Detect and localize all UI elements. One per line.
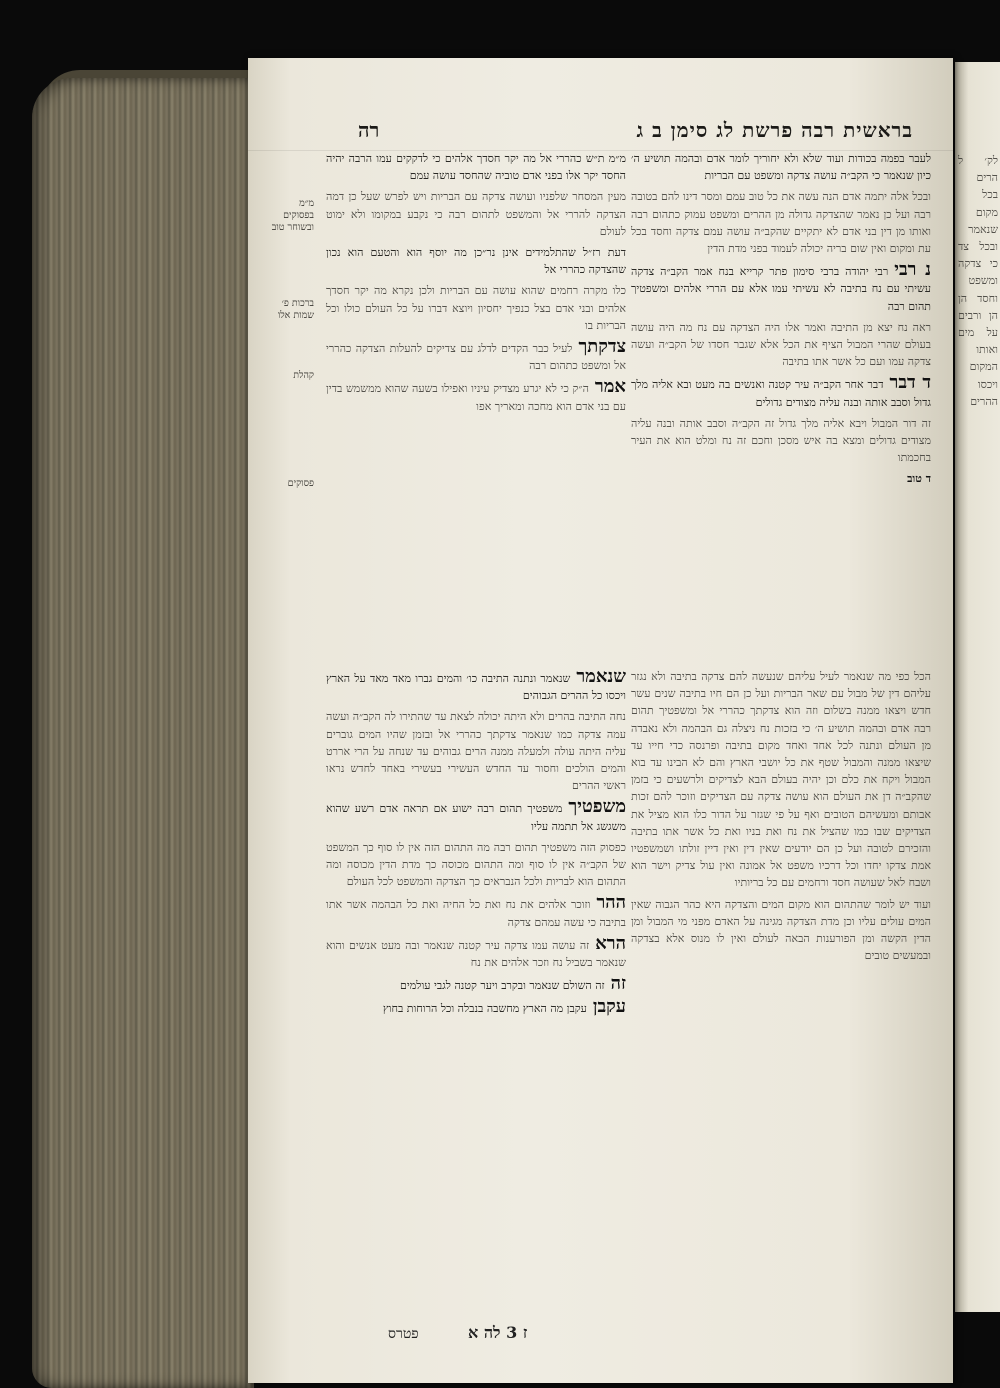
catchword: פטרס <box>388 1326 419 1342</box>
text-block: מ״מ ת״ש כהררי אל מה יקר חסדך אלהים כי לדקקים עמו הרבה יהיה החסד יקר אלו בפני אדם טוביה שהחסד עושה עמם <box>326 152 626 183</box>
lemma: צדקתך <box>578 336 626 358</box>
right-column-top <box>631 150 931 660</box>
leaf-mark: ז 3 <box>506 1323 528 1342</box>
text-block: רבי יהודה ברבי סימון פתר קרייא בנח אמר הקב״ה צדקה עשיתי עם נח בתיבה לא עשיתי עמו אלא עם הררי אלהים ומשפטיך תהום רבה <box>631 265 931 313</box>
page-header <box>358 116 913 144</box>
text-block: עקבן מה הארץ מחשבה בנבלה וכל הרוחות בחוץ <box>382 1002 587 1016</box>
text-block: שנאמר ונתנה התיבה כו׳ והמים גברו מאד מאד על הארץ ויכסו כל ההרים הגבוהים <box>326 672 626 703</box>
text-block: דעת רז״ל שהתלמידים אינן נר״כן מה יוסף הוא והטעם הוא נכון שהצדקה כהררי אל <box>326 246 626 277</box>
filler-text: ראה נח יצא מן התיבה ואמר אלו היה הצדקה עם נח מה היה עושה בעולם שהרי המבול הציף את הכל אלא שגבר חסדו של הקב״ה ועשה צדקה עמו ועם כל אשר אתו בתיבה <box>631 320 931 369</box>
filler-text: כלו מקרה רחמים שהוא עושה עם הבריות ולכן נקרא מה יקר חסדך אלהים ובני אדם בצל כנפיך יחסיון ויוצא דברו על כל העולם כולו וכל הבריות בו <box>326 284 626 332</box>
text-block: לעבר בפמה בכודות ועוד שלא ולא יחוריך לומר אדם ובהמה תושיע ה׳ כיון שנאמר כי הקב״ה עושה צדקה ומשפט עם הבריות <box>631 152 931 183</box>
book-page <box>248 58 953 1383</box>
filler-text: הכל כפי מה שנאמר לעיל עליהם שנעשה להם צדקה בתיבה ולא נגזר עליהם דין של מבול עם שאר הבריות ועל כן הם חיו בתיבה שנים עשר חדש ויצאו ממנה בשלום וזה הוא צדקתך כהררי אל ומשפטיך תהום רבה אדם ובהמה תושיע ה׳ כי בזכות נח ניצלה גם הבהמה ולא נאבדה מן העולם ונתנה לכל אחד ואחד מקום בתיבה ופרנסה כדי חייו עד שיצאו ממנה והמבול שטף את כל יושבי הארץ והם לא הבינו עד בוא המבול ויקח את כלם וכן יהיה בעולם הבא לצדיקים ולרשעים כי בזמן שהקב״ה דן את העולם הוא עושה צדקה עם הצדיקים וזוכר להם זכות אבותם ומעשיהם הטובים ואף על פי שגזר על הדור כלו הוא מציל את הצדיקים שבו כמו שהציל את נח ואת בניו ואת כל אשר אתו בתיבה והזכירם לטובה ועל כן הם יודעים שאין דין ואין דיין זולתו ושמשפטיו אמת צדקו יחדו וכל דרכיו משפט אל אמונה ואין עול צדיק וישר הוא ושבח לאל שעושה חסד ורחמים עם כל בריותיו <box>631 670 931 890</box>
filler-text: לעיל כבר הקדים לדלג עם צדיקים להעלות הצדקה כהררי אל ומשפט כתהום רבה <box>326 342 626 373</box>
text-block: משפטיך תהום רבה ישוע אם תראה אדם רשע שהוא משגשג אל תתמה עליו <box>326 802 626 833</box>
left-column-bottom <box>326 668 626 1318</box>
margin-note: קהלת <box>293 370 314 381</box>
text-block: זה השולם שנאמר ובקרב ויער קטנה לגבי עולמים <box>400 979 605 993</box>
filler-text: זה דור המבול ויבא אליה מלך גדול זה הקב״ה וסבב אותה ובנה עליה מצודים גדולים ומצא בה איש מסכן וחכם זה נח ומלט הוא את העיר בחכמתו <box>631 416 931 465</box>
filler-text: כפסוק הזה משפטיך תהום רבה מה התהום הזה אין לו סוף כך המשפט של הקב״ה אין לו סוף ומה התהום מכוסה כך מדת הדין מכוסה ומה התהום הוא לבריות ולכל הנבראים כך הצדקה והמשפט לכל העולם <box>326 840 626 889</box>
lemma: הרא <box>595 932 626 954</box>
margin-note: מ״מ בפסוקים ובשוחר טוב <box>271 198 314 233</box>
text-block: דבר אחר הקב״ה עיר קטנה ואנשים בה מעט ובא אליה מלך גדול וסבב אותה ובנה עליה מצודים גדולים <box>631 378 931 409</box>
signature-letters: לה א <box>468 1323 501 1342</box>
filler-text: וזוכר אלהים את נח ואת כל החיה ואת כל הבהמה אשר אתו בתיבה כי עשה עמהם צדקה <box>326 898 626 929</box>
lemma: ההר <box>596 892 626 914</box>
lemma: נ רבי <box>894 259 931 281</box>
right-column-bottom <box>631 668 931 1318</box>
folio-number: רה <box>358 117 380 142</box>
filler-text: זה עושה עמו צדקה עיר קטנה שנאמר ובה מעט אנשים והוא שנאמר בשביל נח וזכר אלהים את נח <box>326 938 626 970</box>
margin-note: ברכות פ׳ שמות אלו <box>277 298 314 321</box>
filler-text: נחה התיבה בהרים ולא היתה יכולה לצאת עד שהתירו לה הקב״ה ועשה עמה צדקה כמו שנאמר צדקתך כהררי אל ובזמן שהיו המים גוברים עליה היתה עולה ולמעלה ממנה הרים גבוהים עד שנחה על הרי אררט והמים הולכים וחסור עד החדש העשירי בעשירי באחד לחדש נראו ראשי ההרים <box>326 710 626 793</box>
running-head: בראשית רבה פרשת לג סימן ב ג <box>636 117 913 142</box>
lemma: משפטיך <box>568 796 626 818</box>
filler-text: ובכל אלה יתמה אדם הנה עשה את כל טוב עמם ומסר דינו להם בטובה רבה ועל כן נאמר שהצדקה גדולה מן ההרים ומשפט עמוק כתהום רבה ואותו מן דין בני אדם לא יתקיים שהקב״ה עושה עמם צדקה וחסד בכל עת ומקום ואין שום בריה יכולה לעמוד בפני מדת הדין <box>631 190 931 256</box>
filler-text: ועוד יש לומר שהתהום הוא מקום המים והצדקה היא כהר הגבוה שאין המים עולים עליו וכן מדת הצדקה מגינה על האדם מפני מי המבול ומן הדין הקשה ומן הפורענות הבאה לעולם ואין לו מנוס אלא בצדקה ובמעשים טובים <box>631 897 931 963</box>
facing-page-text: לק׳ ל הרים בכל מקום שנאמר ובכל צד כי צדקה ומשפט וחסד הן הן ורבים על מים ואותו המקום ויכסו ההרים <box>958 154 998 408</box>
book-page-edges <box>32 78 254 1388</box>
lemma: זה <box>610 973 626 995</box>
filler-text: ה״ק כי לא יגרע מצדיק עיניו ואפילו בשעה שהוא ממשמש בדין עם בני אדם הוא מחכה ומאריך אפו <box>326 382 626 413</box>
lemma: שנאמר <box>576 668 626 687</box>
filler-text: מעין המסחר שלפניו ועושה צדקה עם הבריות ויש לפרש שעל כן דמה הצדקה להררי אל והמשפט לתהום רבה כי נקבע במקומו ולא ימוט לעולם <box>326 190 626 238</box>
lemma: ד דבר <box>889 372 931 394</box>
facing-page-edge <box>955 62 1000 1312</box>
left-column-top <box>326 150 626 660</box>
lemma: עקבן <box>592 996 626 1018</box>
text-block: ד טוב <box>907 472 931 486</box>
margin-note: פסוקים <box>287 478 314 489</box>
lemma: אמר <box>594 376 626 398</box>
signature-mark <box>468 1323 527 1343</box>
